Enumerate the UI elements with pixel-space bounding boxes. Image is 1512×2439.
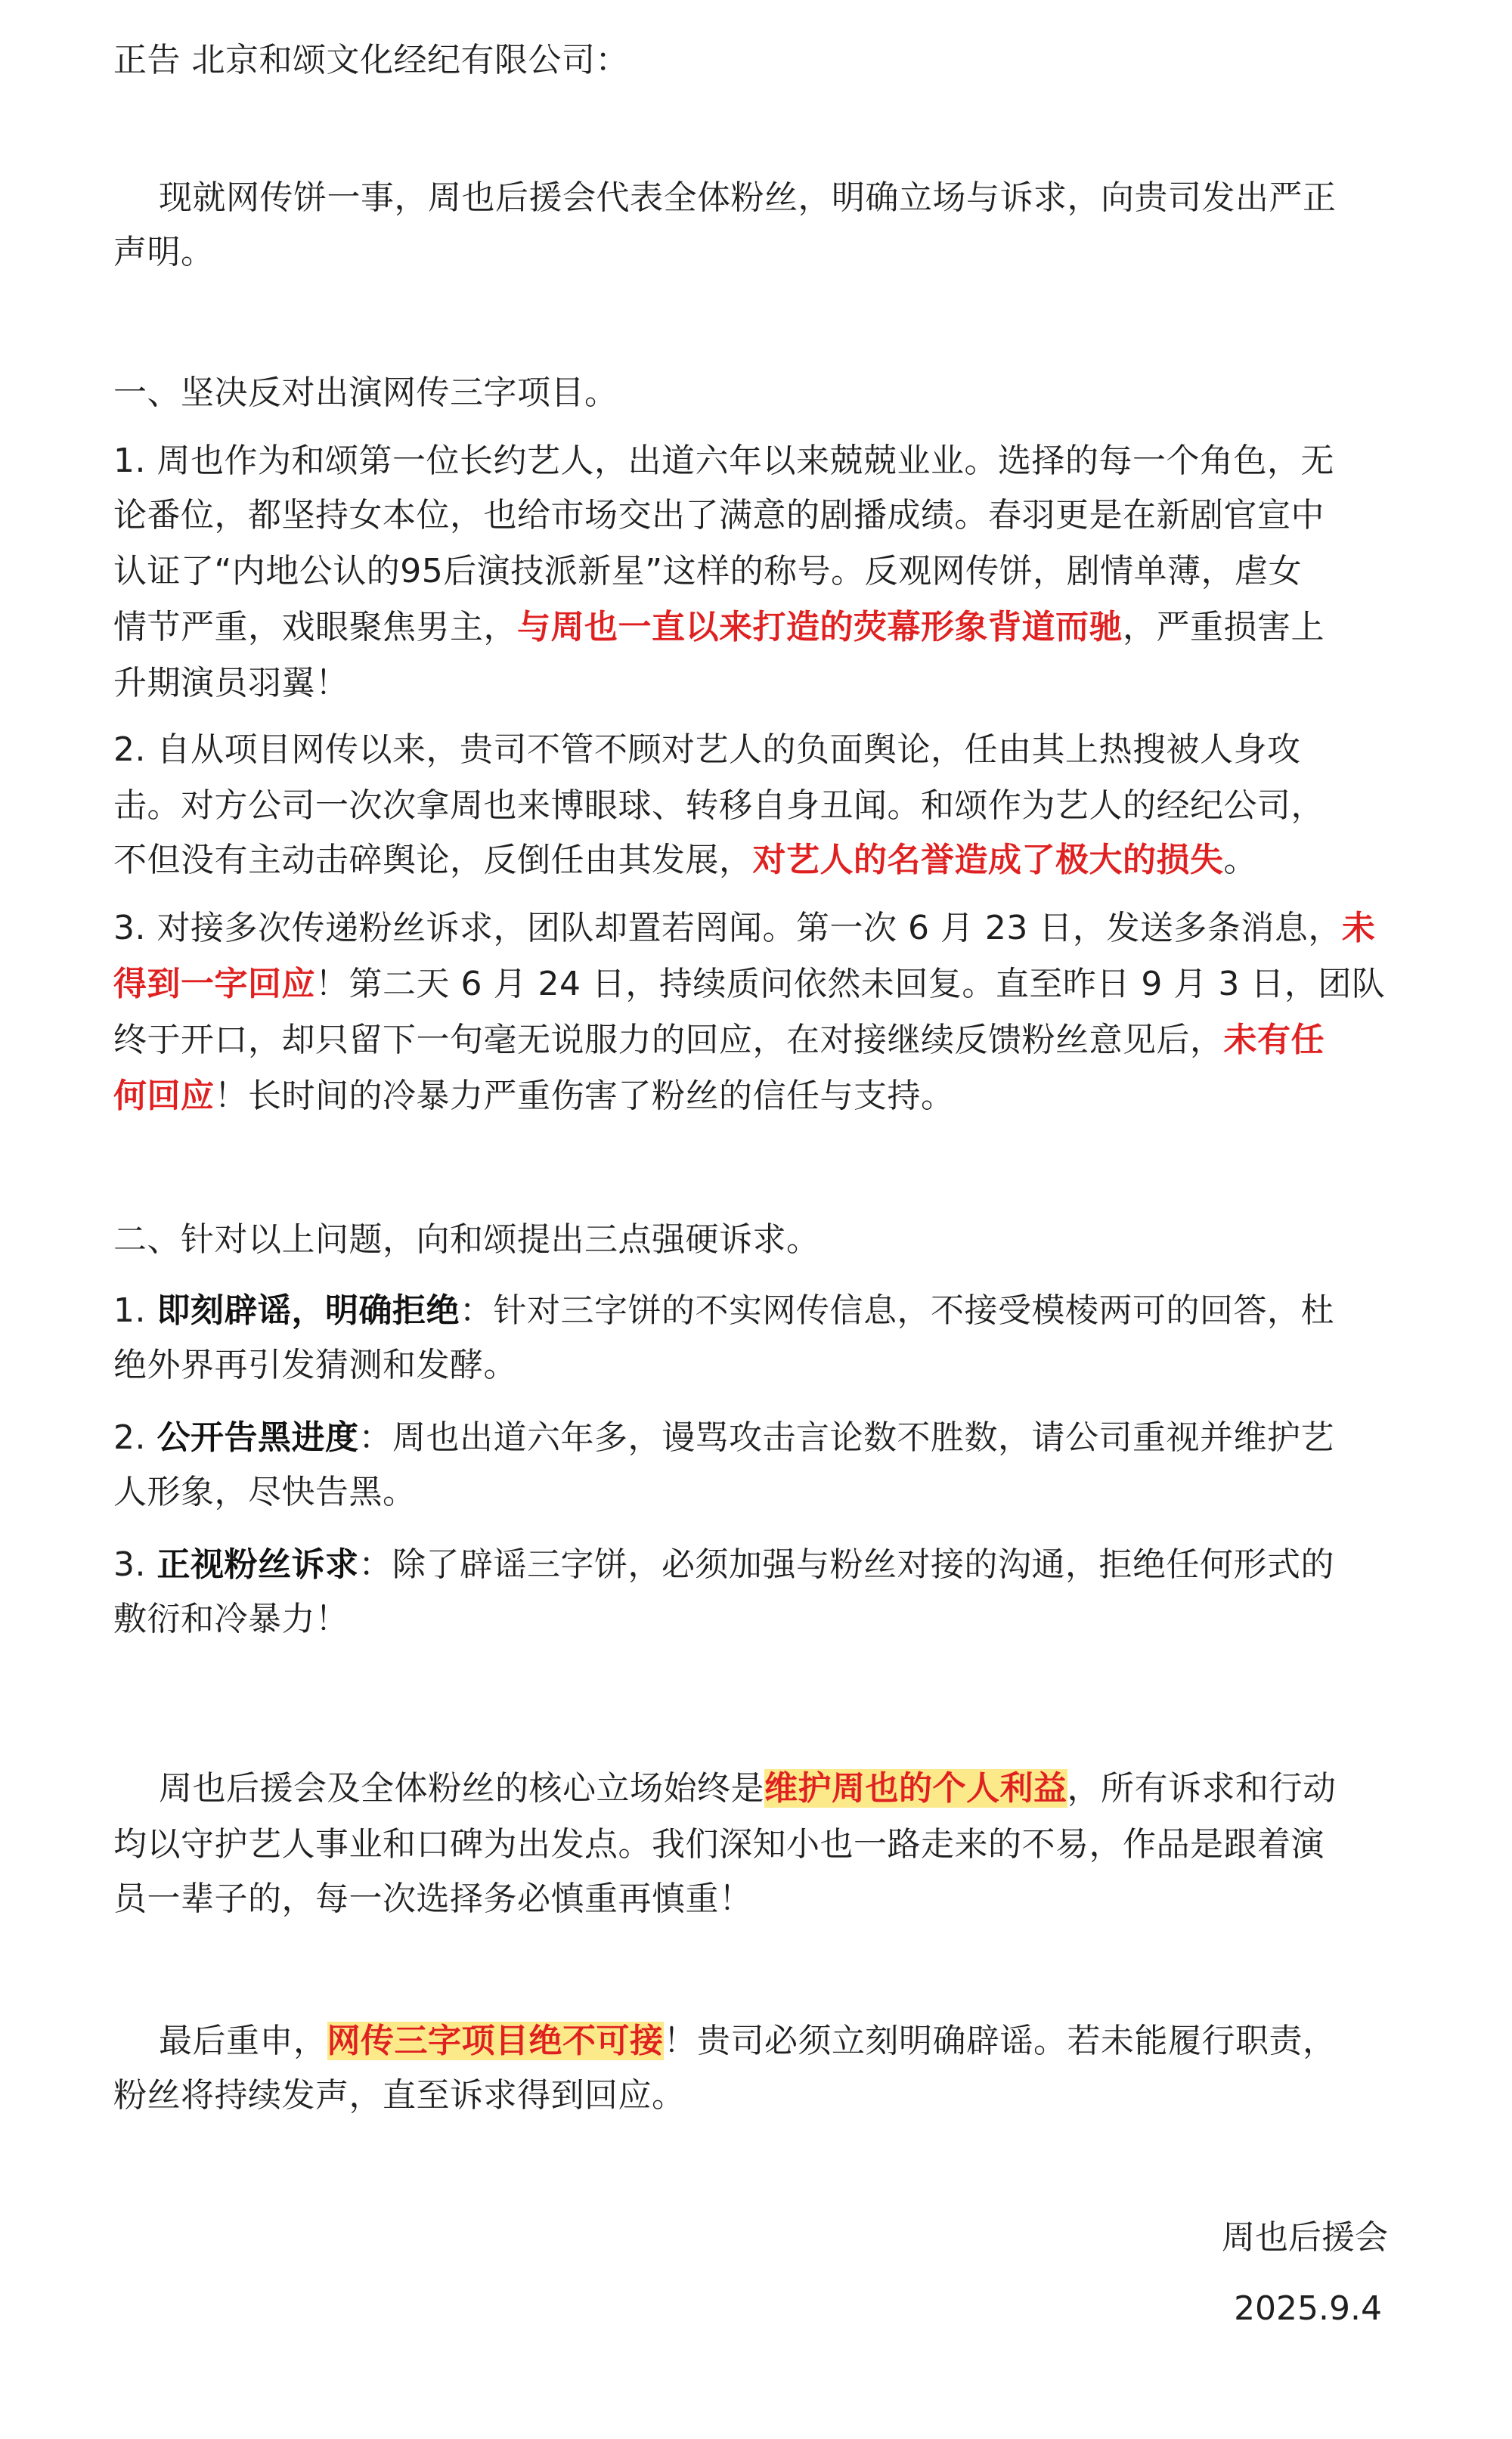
- s1-p1-line-2: 论番位，都坚持女本位，也给市场交出了满意的剧播成绩。春羽更是在新剧官宣中: [113, 496, 1325, 535]
- s1-p1-line-4: [113, 605, 1325, 650]
- demand-2-line-1: [113, 1415, 1334, 1461]
- text-segment: 周也后援会及全体粉丝的核心立场始终是: [159, 1769, 764, 1808]
- demand-2-line-2: 人形象，尽快告黑。: [113, 1473, 417, 1511]
- signature-name: 周也后援会: [1222, 2218, 1388, 2257]
- red-emphasis: 得到一字回应: [113, 965, 315, 1003]
- text-segment: 终于开口，却只留下一句毫无说服力的回应，在对接继续反馈粉丝意见后，: [113, 1021, 1224, 1059]
- text-segment: ，所有诉求和行动: [1067, 1769, 1337, 1808]
- text-segment: ，严重损害上: [1123, 608, 1325, 646]
- text-segment: ！长时间的冷暴力严重伤害了粉丝的信任与支持。: [214, 1077, 955, 1115]
- section2-heading: 二、针对以上问题，向和颂提出三点强硬诉求。: [113, 1220, 820, 1259]
- text-segment: 最后重申，: [159, 2022, 327, 2060]
- final-line-1: [159, 2019, 1337, 2064]
- intro-line-2: 声明。: [113, 233, 215, 271]
- s1-p1-line-3: 认证了“内地公认的95后演技派新星”这样的称号。反观网传饼，剧情单薄，虐女: [113, 552, 1303, 590]
- section1-heading: 一、坚决反对出演网传三字项目。: [113, 373, 618, 412]
- demand-3-line-2: 敷衍和冷暴力！: [113, 1600, 349, 1638]
- s1-p2-line-1: 2. 自从项目网传以来，贵司不管不顾对艺人的负面舆论，任由其上热搜被人身攻: [113, 730, 1301, 769]
- text-segment: 不但没有主动击碎舆论，反倒任由其发展，: [113, 841, 753, 879]
- demand-number: 2.: [113, 1418, 157, 1457]
- s1-p3-line-3: [113, 1018, 1325, 1063]
- closing-line-3: 员一辈子的，每一次选择务必慎重再慎重！: [113, 1880, 753, 1918]
- highlighted-emphasis: 维护周也的个人利益: [764, 1769, 1067, 1808]
- red-emphasis: 对艺人的名誉造成了极大的损失: [752, 841, 1224, 879]
- s1-p3-line-1: [113, 906, 1375, 951]
- closing-line-2: 均以守护艺人事业和口碑为出发点。我们深知小也一路走来的不易，作品是跟着演: [113, 1825, 1325, 1864]
- text-segment: ：周也出道六年多，谩骂攻击言论数不胜数，请公司重视并维护艺: [358, 1418, 1334, 1457]
- demand-title: 正视粉丝诉求: [156, 1545, 359, 1584]
- demand-1-line-1: [113, 1288, 1334, 1334]
- red-emphasis: 未有任: [1223, 1021, 1325, 1059]
- s1-p1-line-1: 1. 周也作为和颂第一位长约艺人，出道六年以来兢兢业业。选择的每一个角色，无: [113, 442, 1334, 480]
- demand-number: 1.: [113, 1291, 157, 1330]
- demand-number: 3.: [113, 1545, 157, 1584]
- closing-line-1: [159, 1766, 1337, 1811]
- text-segment: ！第二天 6 月 24 日，持续质问依然未回复。直至昨日 9 月 3 日，团队: [315, 965, 1386, 1003]
- text-segment: 3. 对接多次传递粉丝诉求，团队却置若罔闻。第一次 6 月 23 日，发送多条消息，: [113, 909, 1342, 947]
- s1-p3-line-2: [113, 962, 1385, 1007]
- demand-1-line-2: 绝外界再引发猜测和发酵。: [113, 1346, 517, 1384]
- final-line-2: 粉丝将持续发声，直至诉求得到回应。: [113, 2076, 686, 2115]
- red-emphasis: 未: [1341, 909, 1376, 947]
- demand-title: 即刻辟谣，明确拒绝: [156, 1291, 460, 1330]
- signature-date: 2025.9.4: [1234, 2289, 1382, 2328]
- text-segment: 情节严重，戏眼聚焦男主，: [113, 608, 517, 646]
- addressee-line: 正告 北京和颂文化经纪有限公司：: [113, 41, 629, 79]
- s1-p1-line-5: 升期演员羽翼！: [113, 664, 349, 702]
- highlighted-emphasis: 网传三字项目绝不可接: [327, 2022, 664, 2060]
- s1-p2-line-2: 击。对方公司一次次拿周也来博眼球、转移自身丑闻。和颂作为艺人的经纪公司，: [113, 786, 1325, 825]
- demand-title: 公开告黑进度: [156, 1418, 359, 1457]
- red-emphasis: 与周也一直以来打造的荧幕形象背道而驰: [517, 608, 1123, 646]
- s1-p3-line-4: [113, 1074, 955, 1119]
- text-segment: ：除了辟谣三字饼，必须加强与粉丝对接的沟通，拒绝任何形式的: [358, 1545, 1334, 1584]
- s1-p2-line-3: [113, 838, 1257, 883]
- intro-line-1: 现就网传饼一事，周也后援会代表全体粉丝，明确立场与诉求，向贵司发出严正: [159, 178, 1337, 217]
- text-segment: ：针对三字饼的不实网传信息，不接受模棱两可的回答，杜: [459, 1291, 1334, 1330]
- text-segment: ！贵司必须立刻明确辟谣。若未能履行职责，: [663, 2022, 1337, 2060]
- red-emphasis: 何回应: [113, 1077, 215, 1115]
- demand-3-line-1: [113, 1542, 1334, 1588]
- text-segment: 。: [1223, 841, 1257, 879]
